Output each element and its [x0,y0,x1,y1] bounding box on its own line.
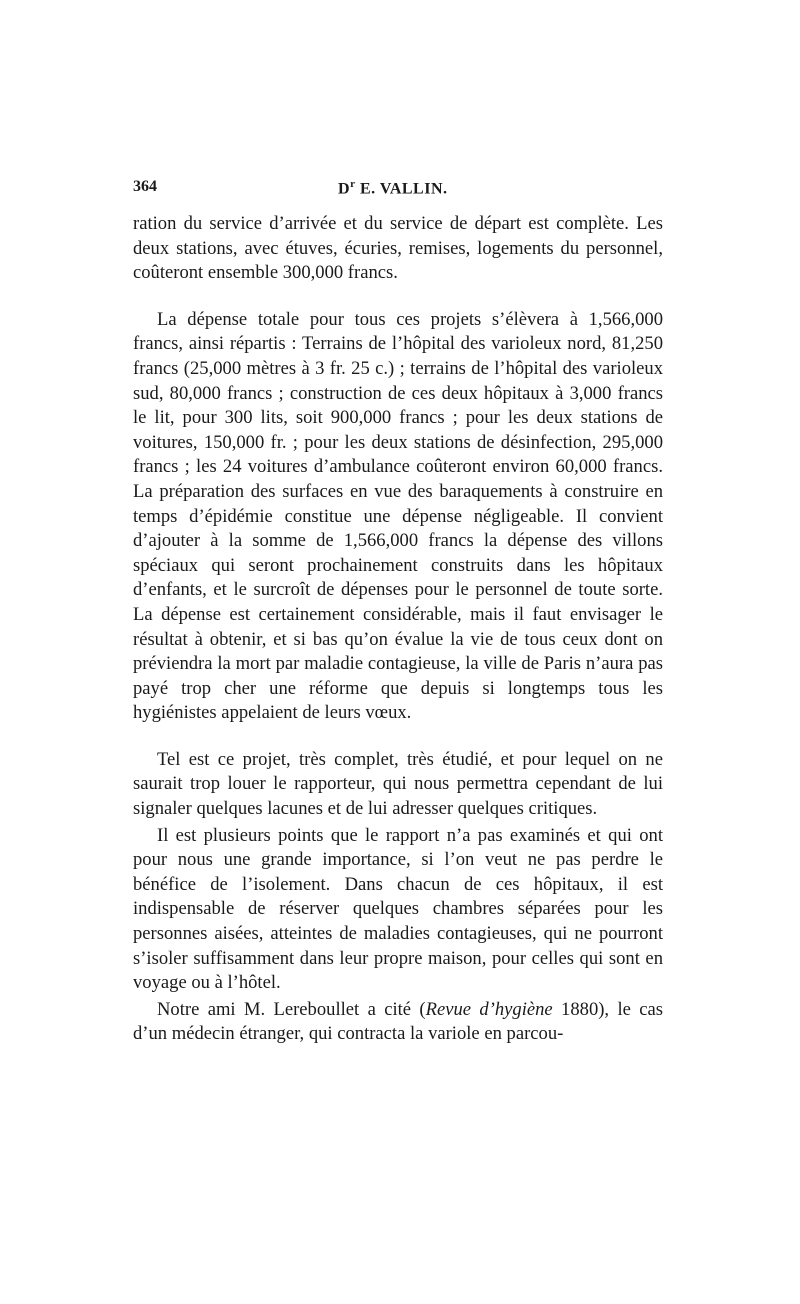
paragraph-continuation: ration du service d’arrivée et du service de départ est complète. Les deux stations, avec étuves, écuries, remises, logements du personnel, coûteront ensemble 300,000 francs. [133,213,663,284]
paragraph-isolation-points: Il est plusieurs points que le rapport n’a pas examinés et qui ont pour nous une grande importance, si l’on veut ne pas perdre le bénéfice de l’isolement. Dans chacun de ces hôpitaux, il est indispensable de réserver quelques chambres séparées pour les personnes aisées, atteintes de maladies contagieuses, qui ne pourront s’isoler suffisamment dans leur propre maison, pour celles qui sont en voyage ou à l’hôtel. [133,824,663,994]
paragraph-lereboullet [133,998,663,1047]
journal-title: Revue d’hygiène [425,998,553,1020]
author-sup: r [350,178,356,190]
page [133,178,663,1047]
author-header [338,178,448,198]
lereboullet-text-before: Notre ami M. Lereboullet a cité ( [157,998,426,1020]
author-prefix: D [338,180,351,198]
lereboullet-text-after: 1880), le cas d’un médecin étranger, qui contracta la variole en parcou- [133,998,663,1045]
paragraph-total-cost: La dépense totale pour tous ces projets s’élèvera à 1,566,000 francs, ainsi répartis : Terrains de l’hôpital des varioleux nord, 81,250 francs (25,000 mètres à 3 fr. 25 c.) ; terrains de l’hôpital des varioleux sud, 80,000 francs ; construction de ces deux hôpitaux à 3,000 francs le lit, pour 300 lits, soit 900,000 francs ; pour les deux stations de voitures, 150,000 fr. ; pour les deux stations de désinfection, 295,000 francs ; les 24 voitures d’ambulance coûteront environ 60,000 francs. La préparation des surfaces en vue des baraquements à construire en temps d’épidémie constitue une dépense négligeable. Il convient d’ajouter à la somme de 1,566,000 francs la dépense des villons spéciaux qui seront prochainement construits dans les hôpitaux d’enfants, et le surcroît de dépenses pour le personnel de toute sorte. La dépense est certainement considérable, mais il faut envisager le résultat à obtenir, et si bas qu’on évalue la vie de tous ceux dont on préviendra la mort par maladie contagieuse, la ville de Paris n’aura pas payé trop cher une réforme que depuis si longtemps tous les hygiénistes appelaient de leurs vœux. [133,308,663,724]
running-head [133,178,663,208]
page-number: 364 [133,178,157,195]
paragraph-project-assessment: Tel est ce projet, très complet, très étudié, et pour lequel on ne saurait trop louer le rapporteur, qui nous permettra cependant de lui signaler quelques lacunes et de lui adresser quelques critiques. [133,748,663,820]
author-name: E. VALLIN. [359,180,448,198]
